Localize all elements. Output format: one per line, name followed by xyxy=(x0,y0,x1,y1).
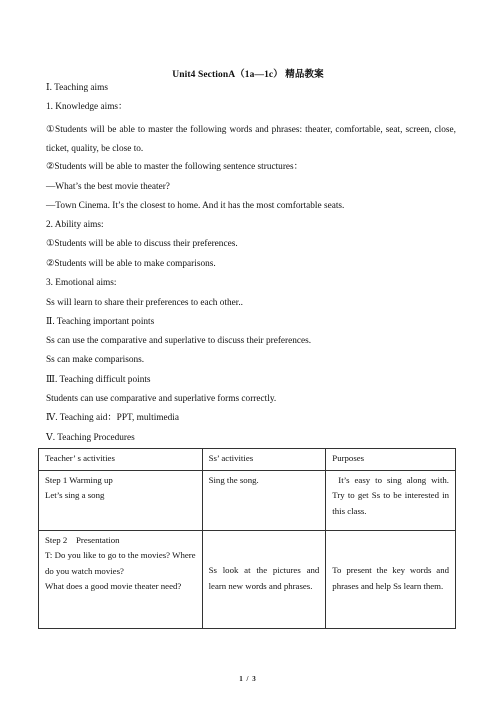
step-text: Let’s sing a song xyxy=(45,490,105,500)
table-row xyxy=(39,530,456,628)
ability-aims-heading: 2. Ability aims: xyxy=(46,220,104,230)
knowledge-aims-heading: 1. Knowledge aims： xyxy=(46,102,128,112)
purpose-cell: It’s easy to sing along with. Try to get Ss to be interested in this class. xyxy=(326,470,456,530)
procedures-table xyxy=(38,448,456,629)
sample-answer: —Town Cinema. It’s the closest to home. And it has the most comfortable seats. xyxy=(46,201,345,211)
knowledge-aim-sentences: ②Students will be able to master the following sentence structures： xyxy=(46,162,303,172)
teacher-cell xyxy=(39,530,203,628)
section-heading-procedures: Ⅴ. Teaching Procedures xyxy=(46,433,135,443)
table-row xyxy=(39,470,456,530)
students-cell: Sing the song. xyxy=(202,470,326,530)
step-text: What does a good movie theater need? xyxy=(45,581,182,591)
teacher-cell xyxy=(39,470,203,530)
emotional-aims-heading: 3. Emotional aims: xyxy=(46,278,117,288)
header-purposes: Purposes xyxy=(326,449,456,471)
knowledge-aim-words: ①Students will be able to master the following words and phrases: theater, comfortable, seat, screen, close, ticket, quality, be close to. xyxy=(46,125,456,154)
important-point-2: Ss can make comparisons. xyxy=(46,355,145,365)
header-teacher-activities: Teacher’ s activities xyxy=(39,449,203,471)
section-heading-difficult-points: Ⅲ. Teaching difficult points xyxy=(46,375,151,385)
step-text: T: Do you like to go to the movies? Where do you watch movies? xyxy=(45,550,196,576)
header-ss-activities: Ss’ activities xyxy=(202,449,326,471)
teaching-aid: Ⅳ. Teaching aid：PPT, multimedia xyxy=(46,413,180,423)
page-number: 1 / 3 xyxy=(239,675,257,683)
ability-aim-1: ①Students will be able to discuss their preferences. xyxy=(46,239,238,249)
important-point-1: Ss can use the comparative and superlative to discuss their preferences. xyxy=(46,336,312,346)
purpose-cell: To present the key words and phrases and help Ss learn them. xyxy=(326,530,456,628)
emotional-aim: Ss will learn to share their preferences to each other.. xyxy=(46,298,243,308)
document-title: Unit4 SectionA（1a—1c） 精品教案 xyxy=(172,70,324,80)
table-header-row xyxy=(39,449,456,471)
step-title: Step 1 Warming up xyxy=(45,474,113,485)
step-title: Step 2 Presentation xyxy=(45,534,120,545)
ability-aim-2: ②Students will be able to make comparisons. xyxy=(46,259,216,269)
section-heading-teaching-aims: Ⅰ. Teaching aims xyxy=(46,83,108,93)
section-heading-important-points: Ⅱ. Teaching important points xyxy=(46,317,155,327)
sample-question: —What’s the best movie theater? xyxy=(46,182,170,192)
students-cell: Ss look at the pictures and learn new words and phrases. xyxy=(202,530,326,628)
difficult-point: Students can use comparative and superlative forms correctly. xyxy=(46,394,277,404)
